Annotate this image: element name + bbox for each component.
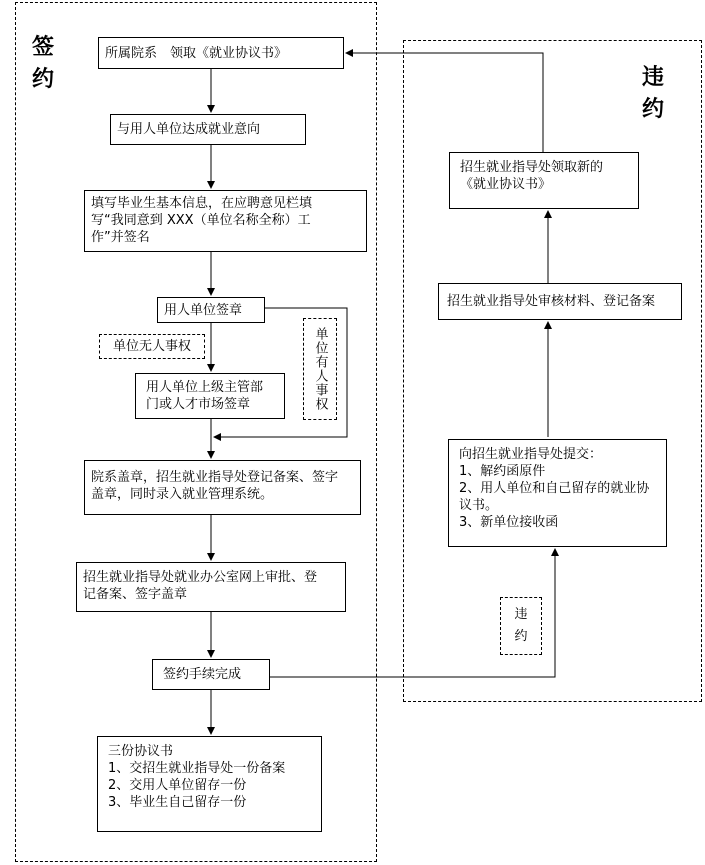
step-department-seal-line: 盖章，同时录入就业管理系统。 bbox=[91, 487, 274, 502]
step-department-seal-line: 院系盖章，招生就业指导处登记备案、签字 bbox=[91, 470, 339, 485]
collect-new-agreement-line: 《就业协议书》 bbox=[460, 177, 552, 192]
step-fill-info-line: 作”并签名 bbox=[91, 230, 150, 245]
step-fill-info bbox=[84, 190, 367, 252]
step-online-approval-line: 招生就业指导处就业办公室网上审批、登 bbox=[83, 570, 318, 585]
breach-small-label-text: 违约 bbox=[514, 607, 528, 644]
three-copies-line: 2、交用人单位留存一份 bbox=[108, 778, 247, 793]
step-supervisor-seal-line: 门或人才市场签章 bbox=[146, 397, 251, 412]
step-review-materials bbox=[438, 283, 682, 320]
review-materials-text: 招生就业指导处审核材料、登记备案 bbox=[447, 294, 656, 309]
arrow-collect-to-step1 bbox=[346, 53, 543, 152]
three-copies-line: 1、交招生就业指导处一份备案 bbox=[108, 761, 286, 776]
three-copies-line: 3、毕业生自己留存一份 bbox=[108, 795, 247, 810]
breach-title-text: 违约 bbox=[641, 65, 664, 122]
sign-title-text: 签约 bbox=[31, 35, 54, 92]
step-fill-info-line: 填写毕业生基本信息，在应聘意见栏填 bbox=[91, 196, 313, 211]
step-department-seal bbox=[84, 460, 361, 515]
submit-documents-line: 议书。 bbox=[459, 498, 499, 513]
submit-documents-line: 3、新单位接收函 bbox=[459, 515, 559, 530]
breach-small-label bbox=[500, 597, 542, 655]
step-online-approval-line: 记备案、签字盖章 bbox=[83, 587, 188, 602]
step-employer-seal bbox=[157, 297, 265, 323]
step-signing-complete-text: 签约手续完成 bbox=[163, 667, 242, 682]
step-signing-complete bbox=[152, 659, 270, 690]
submit-documents-line: 向招生就业指导处提交： bbox=[459, 447, 603, 462]
step-collect-agreement-text: 所属院系 领取《就业协议书》 bbox=[105, 45, 288, 61]
step-supervisor-seal-line: 用人单位上级主管部 bbox=[146, 380, 264, 395]
step-reach-intent bbox=[110, 114, 306, 145]
no-authority-label bbox=[99, 334, 205, 359]
submit-documents-line: 1、解约函原件 bbox=[459, 464, 546, 479]
step-collect-new-agreement bbox=[449, 152, 639, 209]
step-supervisor-seal bbox=[135, 373, 285, 419]
submit-documents-line: 2、用人单位和自己留存的就业协 bbox=[459, 481, 650, 496]
step-employer-seal-text: 用人单位签章 bbox=[164, 302, 243, 318]
step-online-approval bbox=[76, 562, 346, 612]
step-submit-documents bbox=[448, 439, 667, 547]
has-authority-label bbox=[303, 318, 337, 420]
step-collect-agreement bbox=[98, 37, 344, 69]
step-reach-intent-text: 与用人单位达成就业意向 bbox=[117, 122, 261, 137]
step-three-copies bbox=[97, 736, 322, 832]
step-fill-info-line: 写“我同意到 XXX（单位名称全称）工 bbox=[91, 213, 311, 228]
has-authority-text: 单位有人事权 bbox=[312, 327, 328, 411]
collect-new-agreement-line: 招生就业指导处领取新的 bbox=[460, 160, 604, 175]
three-copies-line: 三份协议书 bbox=[108, 744, 174, 759]
no-authority-text: 单位无人事权 bbox=[112, 339, 191, 354]
